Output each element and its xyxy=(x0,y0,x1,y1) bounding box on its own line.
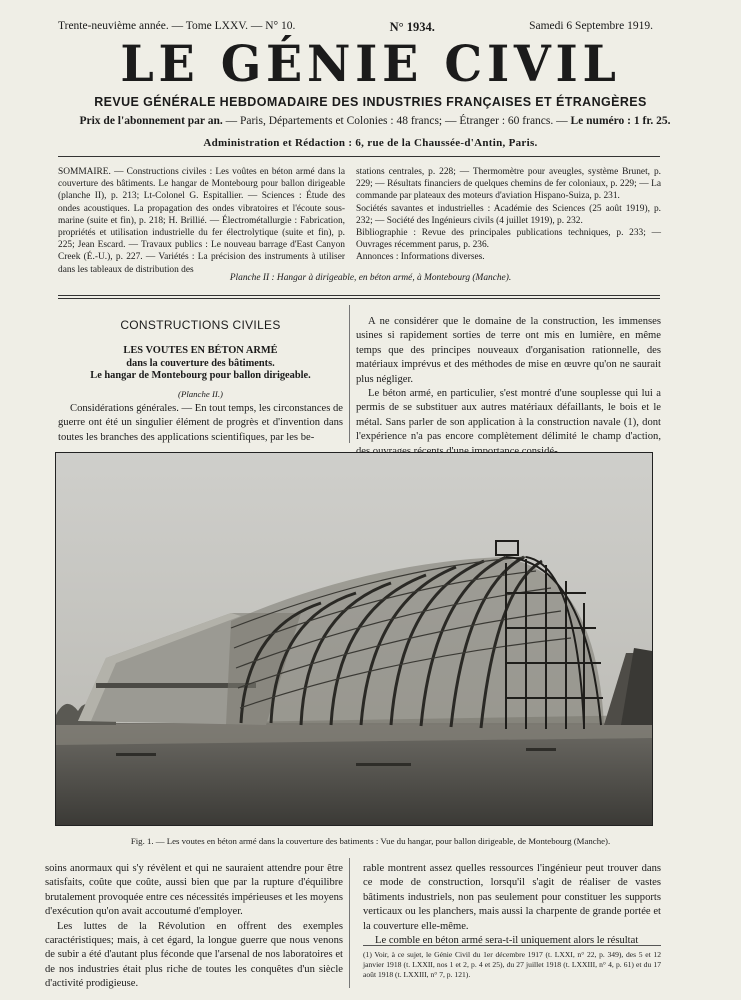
article-paragraph: rable montrent assez quelles ressources l'ingénieur peut trouver dans ce mode de construction, lorsqu'il s'agit de réaliser de vastes bâtiments industriels, non pas seulement pour constituer les supports verticaux ou les planchers, mais aussi la charpente de grande portée et la couverture elle-même. xyxy=(363,863,661,932)
header-rule xyxy=(58,156,660,157)
article-planche-ref: (Planche II.) xyxy=(178,389,223,399)
article-title-line-2: dans la couverture des bâtiments. xyxy=(126,357,275,369)
masthead-subtitle: REVUE GÉNÉRALE HEBDOMADAIRE DES INDUSTRIES FRANÇAISES ET ÉTRANGÈRES xyxy=(94,95,647,109)
article-column-right-top xyxy=(356,315,661,459)
article-column-left-bottom xyxy=(45,862,343,992)
summary-rule-double xyxy=(58,298,660,299)
sommaire-left: SOMMAIRE. — Constructions civiles : Les voûtes en béton armé dans la couverture des bâtiments. Le hangar de Montebourg pour ballon dirigeable (planche II), p. 213; Lt-Colonel G. Espitallier. — Sciences : Étude des ondes acoustiques. La propagation des ondes vibratoires et l'écoute sous-marine (suite et fin), p. 218; H. Brillié. — Électrométallurgie : Fabrication, propriétés et utilisation industrielle du fer électrolytique (suite et fin), p. 225; Jean Escard. — Travaux publics : Le nouveau barrage d'East Canyon Creek (É.-U.), p. 227. — Variétés : La précision des instruments à utiliser dans les tableaux de distribution des xyxy=(58,167,345,275)
administration-address: Administration et Rédaction : 6, rue de la Chaussée-d'Antin, Paris. xyxy=(203,137,538,149)
issue-year-volume: Trente-neuvième année. — Tome LXXV. — N° 10. xyxy=(58,20,296,32)
sommaire-annonces: Annonces : Informations diverses. xyxy=(356,252,485,263)
sommaire-right xyxy=(356,166,661,264)
subscription-label: Prix de l'abonnement par an. xyxy=(79,115,223,127)
planche-note: Planche II : Hangar à dirigeable, en béton armé, à Montebourg (Manche). xyxy=(229,273,512,283)
issue-number: N° 1934. xyxy=(389,20,435,34)
article-title-line-1: LES VOUTES EN BÉTON ARMÉ xyxy=(123,345,278,356)
article-title xyxy=(58,345,343,383)
masthead-title: LE GÉNIE CIVIL xyxy=(120,34,621,93)
summary-rule xyxy=(58,295,660,296)
article-title-line-3: Le hangar de Montebourg pour ballon dirigeable. xyxy=(90,370,311,381)
hangar-photograph xyxy=(55,452,653,826)
article-paragraph: soins anormaux qui s'y révèlent et qui ne sauraient attendre pour être satisfaits, coûte que coûte, aussi bien que par la rupture d'équilibre brutalement provoquée entre ces nécessités impérieuses et les moyens d'exécution qu'on avait accoutumé d'employer. xyxy=(45,863,343,918)
article-paragraph: A ne considérer que le domaine de la construction, les immenses usines si rapidement sorties de terre ont mis en lumière, en même temps que des principes nouveaux d'organisation rationnelle, des matériaux imprévus et des méthodes de mise en œuvre qu'on ne saurait plus négliger. xyxy=(356,316,661,385)
hangar-photo-illustration xyxy=(56,453,652,825)
column-rule-bottom xyxy=(349,858,350,988)
sommaire-bibliographie: Bibliographie : Revue des principales publications techniques, p. 233; — Ouvrages récemment parus, p. 236. xyxy=(356,228,661,251)
single-issue-price: Le numéro : 1 fr. 25. xyxy=(570,115,671,127)
section-heading: CONSTRUCTIONS CIVILES xyxy=(120,318,281,332)
figure-caption: Fig. 1. — Les voutes en béton armé dans la couverture des batiments : Vue du hangar, pour ballon dirigeable, de Montebourg (Manche). xyxy=(130,836,611,846)
subscription-prices xyxy=(40,115,710,127)
issue-header xyxy=(58,20,653,35)
article-column-left-top xyxy=(58,402,343,445)
article-paragraph: Le comble en béton armé sera-t-il uniquement alors le résultat xyxy=(375,935,639,947)
article-paragraph: Considérations générales. — En tout temps, les circonstances de guerre ont été un singulier élément de progrès et d'invention dans toutes les branches des applications scientifiques, par les be- xyxy=(58,403,344,443)
issue-date: Samedi 6 Septembre 1919. xyxy=(529,20,653,32)
article-column-right-bottom xyxy=(363,862,661,948)
sommaire-societes: Sociétés savantes et industrielles : Académie des Sciences (25 août 1919), p. 232; — Société des Ingénieurs civils (4 juillet 1919), p. 232. xyxy=(356,203,661,226)
subscription-rates: — Paris, Départements et Colonies : 48 francs; — Étranger : 60 francs. — xyxy=(222,115,571,127)
column-rule-top xyxy=(349,305,350,443)
footnote: (1) Voir, à ce sujet, le Génie Civil du 1er décembre 1917 (t. LXXI, n° 22, p. 349), des 5 et 12 janvier 1918 (t. LXXII, nos 1 et 2, p. 4 et 25), du 27 juillet 1918 (t. LXXIII, n° 4, p. 61) et du 17 août 1918 (t. LXXIII, n° 7, p. 121). xyxy=(363,945,661,981)
sommaire-varietes-cont: stations centrales, p. 228; — Thermomètre pour aveugles, système Brunet, p. 229; — Résultats financiers de quelques chemins de fer coloniaux, p. 229; — La commande par plateaux des moteurs d'aviation Hispano-Suiza, p. 231. xyxy=(356,167,661,202)
article-paragraph: Le béton armé, en particulier, s'est montré d'une souplesse qui lui a permis de se substituer aux autres matériaux défaillants, le bois et le métal. Sans parler de son application à la construction navale (1), dont l'expérience n'a pas encore complètement délimité le champ d'action, xyxy=(356,388,661,443)
article-paragraph: Les luttes de la Révolution en offrent des exemples caractéristiques; mais, à cet égard, la longue guerre que nous venons de subir a été d'autant plus féconde que l'arsenal de nos laboratoires et de nos industries était plus riche de toutes les conquêtes d'un siècle d'activité prodigieuse. xyxy=(45,920,343,990)
